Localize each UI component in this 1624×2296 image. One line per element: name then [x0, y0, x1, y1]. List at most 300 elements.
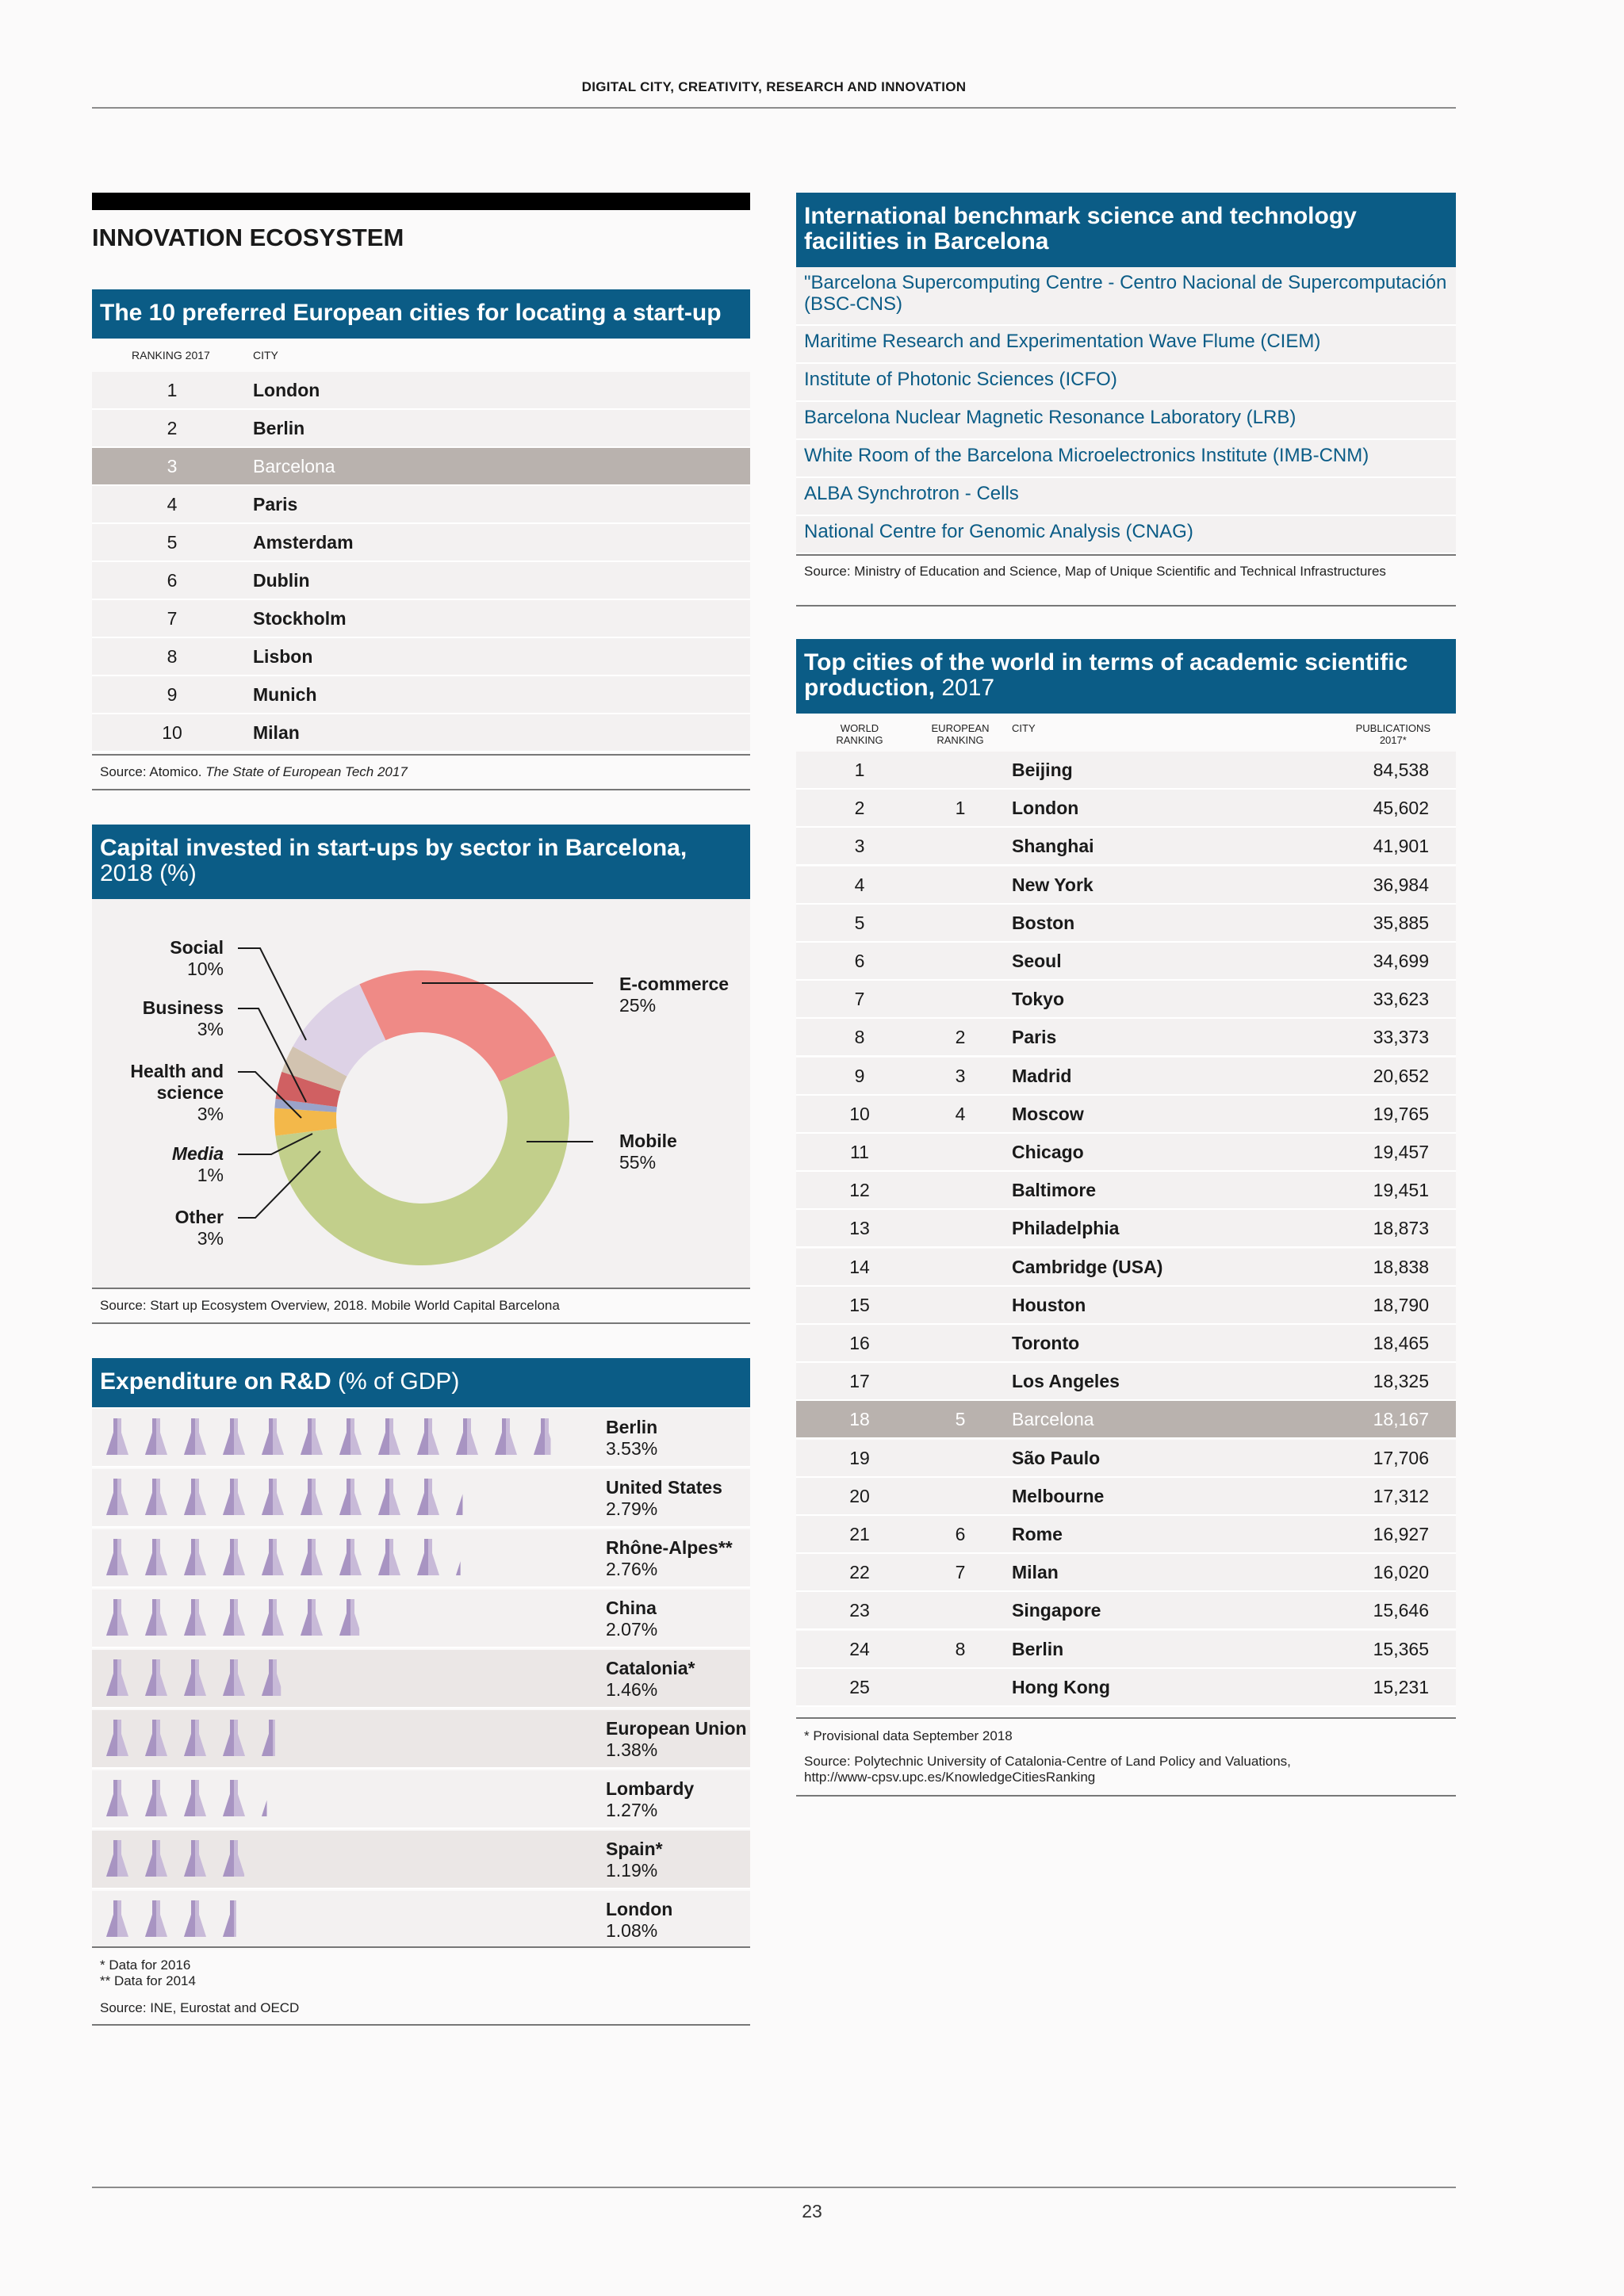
facility-item: ALBA Synchrotron - Cells [796, 478, 1456, 516]
startup-source-title: The State of European Tech 2017 [205, 764, 408, 779]
flask-icons [92, 1770, 599, 1829]
table-row [796, 981, 1456, 1019]
label-health [130, 1061, 224, 1125]
academic-source-box [796, 1717, 1456, 1797]
flask-icon [184, 1539, 206, 1575]
flask-icons [92, 1590, 599, 1648]
capital-chart [92, 825, 750, 1324]
rank-cell: 6 [167, 570, 178, 591]
table-row [92, 486, 750, 524]
table-row [796, 1210, 1456, 1248]
world-rank-cell: 13 [849, 1218, 870, 1239]
rank-cell: 9 [167, 684, 178, 705]
startup-source-prefix: Source: Atomico. [100, 764, 206, 779]
flask-icon [184, 1720, 206, 1756]
flask-icon [339, 1599, 362, 1636]
rd-label [606, 1598, 657, 1640]
table-row [796, 1058, 1456, 1096]
table-row [796, 867, 1456, 905]
facility-item: White Room of the Barcelona Microelectronics Institute (IMB-CNM) [796, 440, 1456, 478]
academic-rows [796, 752, 1456, 1711]
city-cell: Rome [1012, 1524, 1063, 1544]
city-cell: Madrid [1012, 1065, 1072, 1086]
col-header-european-1: EUROPEAN [931, 722, 990, 734]
publications-cell: 84,538 [1373, 760, 1429, 780]
flask-icons [92, 1710, 599, 1769]
publications-cell: 34,699 [1373, 951, 1429, 971]
world-rank-cell: 17 [849, 1371, 870, 1392]
table-row [796, 1096, 1456, 1134]
publications-cell: 17,312 [1373, 1485, 1429, 1506]
city-cell: Beijing [1012, 760, 1073, 780]
flask-icon [106, 1539, 128, 1575]
flask-icon [301, 1479, 323, 1515]
col-header-world-1: WORLD [840, 722, 879, 734]
rd-row [92, 1529, 750, 1588]
publications-cell: 19,765 [1373, 1103, 1429, 1124]
city-cell: Milan [1012, 1562, 1059, 1583]
city-cell: Los Angeles [1012, 1371, 1120, 1392]
rank-cell: 7 [167, 608, 178, 629]
academic-note: * Provisional data September 2018 [804, 1728, 1013, 1743]
flask-icon [145, 1840, 167, 1877]
flask-icon [417, 1418, 439, 1455]
facility-item: Maritime Research and Experimentation Wave Flume (CIEM) [796, 326, 1456, 364]
world-rank-cell: 21 [849, 1524, 870, 1544]
table-row [92, 714, 750, 752]
world-rank-cell: 4 [854, 874, 865, 895]
label-health-name2: science [156, 1082, 224, 1103]
flask-icon [223, 1720, 245, 1756]
table-row [92, 600, 750, 638]
rd-row [92, 1770, 750, 1829]
table-row [796, 1249, 1456, 1287]
label-health-pct: 3% [197, 1104, 224, 1124]
world-rank-cell: 16 [849, 1333, 870, 1353]
facility-item: Barcelona Nuclear Magnetic Resonance Laboratory (LRB) [796, 402, 1456, 440]
european-rank-cell: 3 [955, 1065, 966, 1086]
flask-icon [223, 1780, 245, 1816]
table-row [92, 410, 750, 448]
academic-title [796, 639, 1456, 714]
table-row [796, 1516, 1456, 1554]
rank-cell: 5 [167, 532, 178, 553]
city-cell: Lisbon [253, 646, 313, 667]
table-row [796, 828, 1456, 866]
flask-icon [106, 1900, 128, 1937]
label-business [143, 997, 224, 1040]
leader-social [238, 948, 306, 1040]
startup-source [100, 764, 408, 780]
col-header-european-2: RANKING [936, 734, 984, 746]
city-cell: Barcelona [1012, 1409, 1094, 1430]
city-cell: London [1012, 798, 1079, 819]
rd-region-name: London [606, 1899, 673, 1919]
publications-cell: 18,873 [1373, 1218, 1429, 1239]
city-cell: Singapore [1012, 1600, 1101, 1621]
facility-item: National Centre for Genomic Analysis (CNAG) [796, 516, 1456, 554]
label-business-pct: 3% [197, 1019, 224, 1039]
footer-rule [92, 2187, 1456, 2188]
flask-icon [223, 1539, 245, 1575]
rd-notes [100, 1957, 196, 1989]
rd-label [606, 1899, 672, 1942]
flask-icon [262, 1780, 284, 1816]
flask-icon [184, 1479, 206, 1515]
rd-row [92, 1891, 750, 1950]
city-cell: Boston [1012, 912, 1075, 933]
european-rank-cell: 8 [955, 1638, 966, 1659]
col-header-city: CITY [253, 349, 278, 362]
flask-icon [223, 1659, 245, 1696]
city-cell: Stockholm [253, 608, 347, 629]
col-header-publications-1: PUBLICATIONS [1355, 722, 1431, 734]
city-cell: Paris [1012, 1027, 1057, 1048]
flask-icons [92, 1409, 599, 1468]
publications-cell: 16,020 [1373, 1562, 1429, 1583]
facilities-table [796, 193, 1456, 607]
city-cell: Amsterdam [253, 532, 354, 553]
publications-cell: 20,652 [1373, 1065, 1429, 1086]
flask-icon [145, 1418, 167, 1455]
table-row [796, 1287, 1456, 1325]
world-rank-cell: 9 [854, 1065, 865, 1086]
rd-rows [92, 1409, 750, 1940]
city-cell: Houston [1012, 1294, 1086, 1315]
city-cell: Dublin [253, 570, 310, 591]
city-cell: Cambridge (USA) [1012, 1256, 1163, 1277]
rank-cell: 1 [167, 380, 178, 400]
rd-label [606, 1718, 747, 1761]
rd-note-2016: * Data for 2016 [100, 1957, 191, 1973]
flask-icon [106, 1599, 128, 1636]
city-cell: Hong Kong [1012, 1676, 1110, 1697]
city-cell: Chicago [1012, 1142, 1084, 1162]
flask-icon [106, 1479, 128, 1515]
world-rank-cell: 14 [849, 1256, 870, 1277]
publications-cell: 36,984 [1373, 874, 1429, 895]
academic-title-main: Top cities of the world in terms of academic scientific production, [804, 649, 1408, 701]
flask-icons [92, 1891, 599, 1950]
rd-region-value: 2.76% [606, 1559, 658, 1579]
flask-icon [184, 1599, 206, 1636]
donut-slice-e-commerce [359, 970, 555, 1081]
flask-icons [92, 1650, 599, 1709]
label-health-name1: Health and [130, 1061, 224, 1081]
european-rank-cell: 5 [955, 1409, 966, 1430]
flask-icon [378, 1418, 400, 1455]
city-cell: Baltimore [1012, 1180, 1097, 1201]
startup-cities-title: The 10 preferred European cities for locating a start-up [92, 289, 750, 339]
table-row [92, 562, 750, 600]
european-rank-cell: 4 [955, 1103, 966, 1124]
flask-icon [378, 1539, 400, 1575]
world-rank-cell: 8 [854, 1027, 865, 1048]
rd-label [606, 1417, 657, 1460]
flask-icon [106, 1418, 128, 1455]
flask-icon [262, 1418, 284, 1455]
world-rank-cell: 11 [850, 1142, 869, 1162]
city-cell: Tokyo [1012, 989, 1065, 1010]
section-title: INNOVATION ECOSYSTEM [92, 224, 404, 251]
rd-source-box [92, 1946, 750, 2026]
flask-icon [456, 1479, 478, 1515]
facility-item: "Barcelona Supercomputing Centre - Centro Nacional de Supercomputación (BSC-CNS) [796, 267, 1456, 326]
flask-icon [145, 1659, 167, 1696]
city-cell: Shanghai [1012, 836, 1094, 857]
label-ecommerce-pct: 25% [619, 995, 657, 1016]
table-row [796, 1172, 1456, 1210]
rd-row [92, 1831, 750, 1889]
label-social-name: Social [170, 937, 224, 958]
facilities-title: International benchmark science and technology facilities in Barcelona [796, 193, 1456, 267]
flask-icon [339, 1418, 362, 1455]
european-rank-cell: 7 [955, 1562, 966, 1583]
label-other-name: Other [174, 1207, 224, 1227]
world-rank-cell: 20 [849, 1485, 870, 1506]
rd-row [92, 1409, 750, 1468]
rd-label [606, 1839, 663, 1881]
publications-cell: 19,451 [1373, 1180, 1429, 1201]
flask-icon [262, 1599, 284, 1636]
label-social [170, 937, 224, 980]
rd-region-value: 1.27% [606, 1800, 658, 1820]
flask-icon [417, 1539, 439, 1575]
rd-title [92, 1358, 750, 1407]
world-rank-cell: 10 [849, 1103, 870, 1124]
flask-icon [456, 1418, 478, 1455]
publications-cell: 18,790 [1373, 1294, 1429, 1315]
rd-region-name: China [606, 1598, 657, 1618]
label-ecommerce-name: E-commerce [619, 974, 730, 994]
publications-cell: 19,457 [1373, 1142, 1429, 1162]
label-media [172, 1143, 224, 1186]
label-mobile-pct: 55% [619, 1152, 657, 1173]
european-rank-cell: 2 [955, 1027, 966, 1048]
flask-icon [339, 1539, 362, 1575]
city-cell: Moscow [1012, 1103, 1084, 1124]
rank-cell: 8 [167, 646, 178, 667]
rd-region-name: Catalonia* [606, 1658, 695, 1678]
rd-label [606, 1658, 695, 1701]
table-row [92, 448, 750, 486]
flask-icon [262, 1479, 284, 1515]
flask-icon [417, 1479, 439, 1515]
table-row [796, 1440, 1456, 1478]
rd-note-2014: ** Data for 2014 [100, 1973, 196, 1988]
col-header-publications-2: 2017* [1379, 734, 1407, 746]
flask-icon [106, 1659, 128, 1696]
city-cell: São Paulo [1012, 1447, 1101, 1468]
table-row [796, 1631, 1456, 1669]
rd-region-name: Berlin [606, 1417, 658, 1437]
facilities-source-box [796, 554, 1456, 607]
flask-icon [223, 1418, 245, 1455]
label-media-pct: 1% [197, 1165, 224, 1185]
rd-title-unit: (% of GDP) [331, 1368, 460, 1395]
publications-cell: 33,373 [1373, 1027, 1429, 1048]
table-row [92, 524, 750, 562]
publications-cell: 16,927 [1373, 1524, 1429, 1544]
flask-icon [145, 1539, 167, 1575]
flask-icon [184, 1659, 206, 1696]
col-header-european [925, 722, 996, 746]
academic-table [796, 639, 1456, 1797]
flask-icon [184, 1900, 206, 1937]
world-rank-cell: 19 [849, 1447, 870, 1468]
academic-source-line1: Source: Polytechnic University of Catalonia-Centre of Land Policy and Valuations, [804, 1754, 1291, 1769]
table-row [796, 943, 1456, 981]
world-rank-cell: 18 [849, 1409, 870, 1430]
flask-icon [145, 1900, 167, 1937]
world-rank-cell: 25 [849, 1676, 870, 1697]
rd-row [92, 1590, 750, 1648]
startup-cities-table [92, 289, 750, 793]
academic-source [804, 1754, 1291, 1785]
rd-row [92, 1469, 750, 1528]
publications-cell: 35,885 [1373, 912, 1429, 933]
academic-title-year: 2017 [934, 675, 995, 701]
world-rank-cell: 6 [854, 951, 865, 971]
flask-icon [145, 1479, 167, 1515]
flask-icon [223, 1900, 245, 1937]
label-mobile-name: Mobile [619, 1131, 677, 1151]
flask-icon [301, 1599, 323, 1636]
city-cell: Philadelphia [1012, 1218, 1120, 1239]
flask-icon [106, 1720, 128, 1756]
rd-chart [92, 1358, 750, 2026]
table-row [796, 1592, 1456, 1630]
flask-icon [456, 1539, 478, 1575]
capital-title-main: Capital invested in start-ups by sector in Barcelona, [100, 835, 688, 861]
city-cell: Paris [253, 494, 298, 515]
rd-source: Source: INE, Eurostat and OECD [100, 2000, 300, 2015]
label-ecommerce [619, 974, 729, 1016]
table-row [92, 676, 750, 714]
flask-icon [184, 1840, 206, 1877]
world-rank-cell: 2 [854, 798, 865, 819]
table-row [796, 752, 1456, 790]
facility-item: Institute of Photonic Sciences (ICFO) [796, 364, 1456, 402]
city-cell: Toronto [1012, 1333, 1080, 1353]
world-rank-cell: 7 [854, 989, 865, 1010]
rd-region-value: 1.19% [606, 1860, 658, 1881]
city-cell: Berlin [253, 418, 305, 438]
flask-icon [301, 1418, 323, 1455]
label-social-pct: 10% [186, 959, 224, 979]
city-cell: New York [1012, 874, 1094, 895]
flask-icon [534, 1418, 556, 1455]
col-header-world [828, 722, 891, 746]
table-row [796, 790, 1456, 828]
rd-region-name: United States [606, 1477, 722, 1498]
flask-icon [262, 1539, 284, 1575]
rd-row [92, 1710, 750, 1769]
flask-icon [106, 1840, 128, 1877]
city-cell: Barcelona [253, 456, 335, 476]
rd-region-name: Spain* [606, 1839, 663, 1859]
publications-cell: 33,623 [1373, 989, 1429, 1010]
donut-slices [274, 970, 569, 1265]
rd-region-value: 2.79% [606, 1498, 658, 1519]
city-cell: Munich [253, 684, 317, 705]
col-header-world-2: RANKING [836, 734, 883, 746]
table-row [796, 1669, 1456, 1707]
startup-source-box [92, 754, 750, 790]
table-row [796, 1325, 1456, 1363]
section-bar [92, 193, 750, 210]
rank-cell: 2 [167, 418, 178, 438]
col-header-academic-city: CITY [1012, 722, 1036, 734]
world-rank-cell: 22 [849, 1562, 870, 1583]
flask-icon [378, 1479, 400, 1515]
world-rank-cell: 12 [849, 1180, 870, 1201]
rd-region-value: 1.38% [606, 1739, 658, 1760]
flask-icons [92, 1831, 599, 1889]
table-row [92, 372, 750, 410]
rd-title-main: Expenditure on R&D [100, 1368, 331, 1395]
flask-icon [184, 1418, 206, 1455]
publications-cell: 18,325 [1373, 1371, 1429, 1392]
flask-icon [223, 1599, 245, 1636]
flask-icons [92, 1529, 599, 1588]
page-number: 23 [802, 2201, 822, 2221]
table-row [796, 1478, 1456, 1516]
publications-cell: 45,602 [1373, 798, 1429, 819]
label-business-name: Business [142, 997, 224, 1018]
flask-icon [301, 1539, 323, 1575]
flask-icon [145, 1720, 167, 1756]
world-rank-cell: 15 [849, 1294, 870, 1315]
facilities-source: Source: Ministry of Education and Science, Map of Unique Scientific and Technical Infrastructures [804, 564, 1386, 579]
flask-icon [339, 1479, 362, 1515]
academic-source-line2: http://www-cpsv.upc.es/KnowledgeCitiesRanking [804, 1770, 1096, 1785]
publications-cell: 17,706 [1373, 1447, 1429, 1468]
rd-label [606, 1778, 694, 1821]
label-media-name: Media [171, 1143, 224, 1164]
flask-icon [223, 1479, 245, 1515]
flask-icon [145, 1599, 167, 1636]
rd-region-value: 2.07% [606, 1619, 658, 1640]
publications-cell: 18,838 [1373, 1256, 1429, 1277]
rd-region-name: Rhône-Alpes** [606, 1537, 733, 1558]
rank-cell: 10 [162, 722, 182, 743]
world-rank-cell: 5 [854, 912, 865, 933]
table-row [796, 905, 1456, 943]
world-rank-cell: 23 [849, 1600, 870, 1621]
label-mobile [619, 1131, 677, 1173]
world-rank-cell: 3 [854, 836, 865, 857]
capital-title [92, 825, 750, 899]
world-rank-cell: 1 [854, 760, 865, 780]
world-rank-cell: 24 [849, 1638, 870, 1659]
rd-region-value: 1.46% [606, 1679, 658, 1700]
publications-cell: 18,465 [1373, 1333, 1429, 1353]
publications-cell: 15,365 [1373, 1638, 1429, 1659]
rank-cell: 3 [167, 456, 178, 476]
capital-title-year: 2018 (%) [100, 860, 197, 886]
flask-icon [106, 1780, 128, 1816]
table-row [796, 1363, 1456, 1401]
flask-icons [92, 1469, 599, 1528]
flask-icon [145, 1780, 167, 1816]
rd-label [606, 1537, 733, 1580]
col-header-publications [1356, 722, 1431, 746]
rd-region-value: 3.53% [606, 1438, 658, 1459]
flask-icon [495, 1418, 517, 1455]
rd-region-value: 1.08% [606, 1920, 658, 1941]
capital-source-box [92, 1288, 750, 1324]
